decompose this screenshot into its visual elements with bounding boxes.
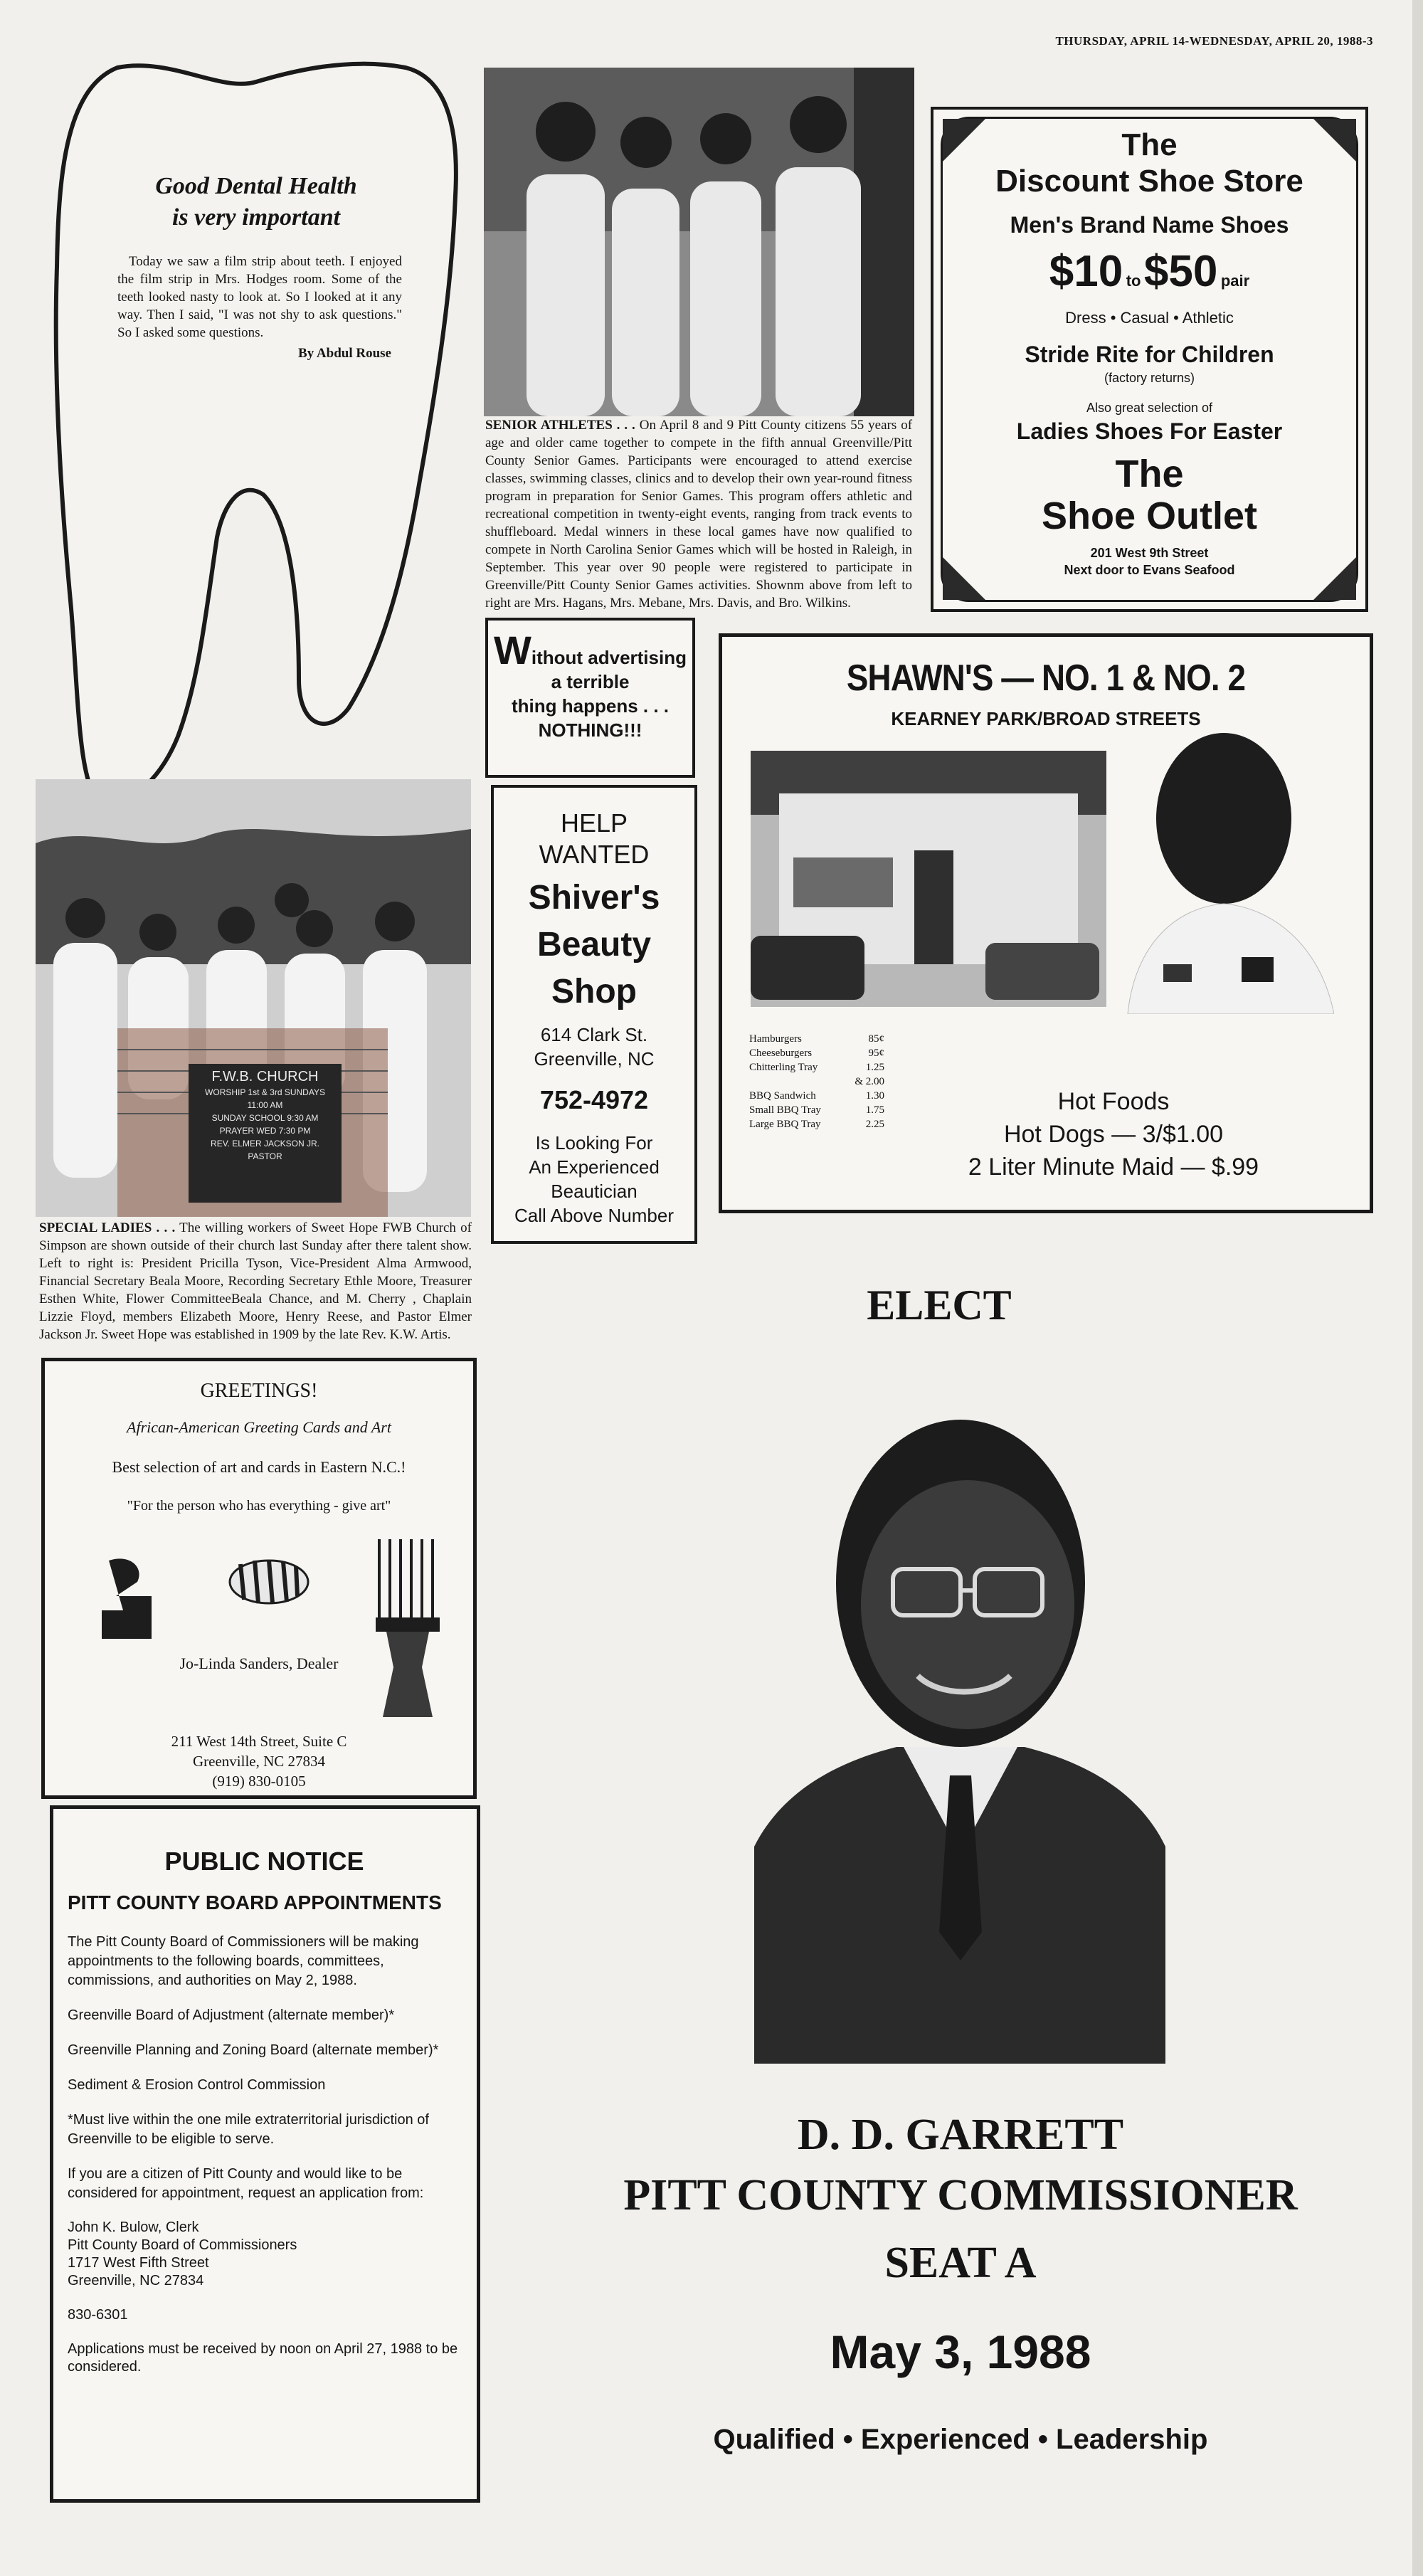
- shoe-ad-also: Also great selection of: [1086, 401, 1213, 415]
- candidate-slogan: Qualified • Experienced • Leadership: [713, 2424, 1208, 2455]
- shawns-menu: [749, 1032, 884, 1131]
- price-unit: pair: [1220, 272, 1250, 290]
- elect-heading: ELECT: [867, 1282, 1012, 1329]
- notice-phone: 830-6301: [68, 2307, 128, 2323]
- dental-title: [114, 171, 398, 233]
- notice-boards: [68, 2006, 461, 2095]
- price-high: $50: [1143, 247, 1218, 296]
- sign-line-4: SUNDAY SCHOOL 9:30 AM: [211, 1113, 319, 1123]
- notice-board-item: Greenville Planning and Zoning Board (alternate member)*: [68, 2042, 439, 2058]
- menu-item-name: Small BBQ Tray: [749, 1104, 821, 1116]
- price-low: $10: [1049, 247, 1123, 296]
- greetings-phone: (919) 830-0105: [212, 1773, 306, 1790]
- menu-item-price: 85¢: [868, 1033, 884, 1045]
- storefront-shapes: [751, 751, 1106, 1007]
- public-notice: [50, 1805, 480, 2503]
- special-ladies-text: The willing workers of Sweet Hope FWB Church of Simpson are shown outside of their church last Sunday after there talent show. Left to right is: President Pricilla Tyson, Vice-President Alma Armwood, Financial Secretary Beala Moore, Recording Secretary Ethle Moore, Treasurer Esthen White, Flower CommitteeBeala Chance, and M. Cherry , Chaplain Lizzie Floyd, members Elizabeth Moore, Henry Reese, and Pastor Elmer Jackson Jr. Sweet Hope was established in 1909 by the late Rev. K.W. Artis.: [39, 1220, 472, 1342]
- advertising-box: [485, 618, 695, 778]
- shawns-title: SHAWN'S — NO. 1 & NO. 2: [846, 658, 1246, 699]
- greetings-ad: [41, 1358, 477, 1799]
- sign-line-6: REV. ELMER JACKSON JR.: [211, 1139, 319, 1149]
- dental-byline: By Abdul Rouse: [298, 346, 391, 361]
- comb-sculpture-icon: [372, 1539, 443, 1724]
- menu-item-name: Large BBQ Tray: [749, 1119, 821, 1130]
- notice-contact-line: Greenville, NC 27834: [68, 2273, 204, 2289]
- page-edge: [1412, 0, 1423, 2576]
- shop-street: 614 Clark St.: [540, 1024, 648, 1045]
- notice-contact-line: John K. Bulow, Clerk: [68, 2219, 199, 2235]
- shop-name-3: Shop: [551, 973, 637, 1010]
- shoe-ad-outlet-name: Shoe Outlet: [1041, 495, 1257, 537]
- menu-item: [749, 1075, 884, 1089]
- shoe-ad-store-name: Discount Shoe Store: [995, 164, 1303, 199]
- notice-footnote: *Must live within the one mile extraterritorial jurisdiction of Greenville to be eligible to serve.: [68, 2112, 429, 2147]
- notice-contact: [68, 2219, 461, 2290]
- shawns-specials: [872, 1085, 1355, 1183]
- menu-item: [749, 1032, 884, 1046]
- shoe-ad-stride: Stride Rite for Children: [1025, 342, 1274, 367]
- wanted-line: WANTED: [539, 840, 650, 869]
- church-ladies-photo: [36, 779, 471, 1217]
- shoe-ad-next-door: Next door to Evans Seafood: [1064, 563, 1235, 577]
- shawns-location: KEARNEY PARK/BROAD STREETS: [891, 708, 1201, 729]
- menu-item: [749, 1046, 884, 1060]
- shoe-ad-mens: Men's Brand Name Shoes: [1010, 212, 1289, 238]
- notice-board-item: Sediment & Erosion Control Commission: [68, 2077, 326, 2093]
- special-ladies-caption: [39, 1219, 472, 1344]
- shoe-ad-the: The: [1121, 127, 1178, 162]
- senior-athletes-figures: [484, 68, 914, 416]
- notice-subtitle: PITT COUNTY BOARD APPOINTMENTS: [68, 1891, 442, 1913]
- candidate-seat: SEAT A: [884, 2239, 1037, 2287]
- greetings-title: GREETINGS!: [200, 1380, 318, 1402]
- dental-title-line2: is very important: [171, 204, 341, 231]
- menu-item-price: & 2.00: [855, 1076, 884, 1087]
- candidate-office: PITT COUNTY COMMISSIONER: [623, 2171, 1298, 2219]
- menu-item-price: 1.25: [865, 1062, 884, 1073]
- greetings-line1: Best selection of art and cards in Eastern N.C.!: [112, 1458, 406, 1476]
- greetings-address2: Greenville, NC 27834: [192, 1753, 326, 1770]
- price-to: to: [1126, 272, 1141, 290]
- call-line: Call Above Number: [514, 1205, 674, 1226]
- shop-city: Greenville, NC: [534, 1048, 655, 1070]
- menu-item-price: 95¢: [868, 1047, 884, 1059]
- notice-title: PUBLIC NOTICE: [164, 1847, 364, 1876]
- advertising-line4: NOTHING!!!: [538, 719, 642, 741]
- menu-item-name: Hamburgers: [749, 1033, 802, 1045]
- advertising-line2: a terrible: [551, 671, 630, 692]
- shop-name-2: Beauty: [536, 926, 652, 964]
- menu-item-name: Chitterling Tray: [749, 1062, 818, 1073]
- dental-title-line1: Good Dental Health: [155, 173, 357, 199]
- menu-item-name: Cheeseburgers: [749, 1047, 813, 1059]
- advertising-line1: ithout advertising: [531, 647, 687, 668]
- looking-1: Is Looking For: [535, 1132, 653, 1154]
- notice-board-item: Greenville Board of Adjustment (alternate member)*: [68, 2007, 395, 2023]
- menu-item: [749, 1089, 884, 1103]
- shop-name-1: Shiver's: [528, 879, 660, 917]
- menu-item: [749, 1060, 884, 1075]
- greetings-subtitle: African-American Greeting Cards and Art: [127, 1418, 391, 1436]
- candidate-portrait: [754, 1391, 1165, 2064]
- advertising-line3: thing happens . . .: [512, 695, 669, 717]
- dateline: THURSDAY, APRIL 14-WEDNESDAY, APRIL 20, 1988-3: [1055, 34, 1373, 48]
- senior-athletes-text: On April 8 and 9 Pitt County citizens 55 years of age and older came together to compete in the fifth annual Greenville/Pitt County Senior Games. Participants were encouraged to attend exercise classes, swimming classes, clinics and to develop their own year-round fitness program in preparation for Senior Games. This program offers athletic and recreational competition in twenty-eight events, ranging from track events to shuffleboard. Medal winners in these local games have now qualified to compete in North Carolina Senior Games which will be hosted in Raleigh, in September. This year over 90 people were registered to participate in Greenville/Pitt County Senior Games activities. Shownm above from left to right are Mrs. Hagans, Mrs. Mebane, Mrs. Davis, and Bro. Wilkins.: [485, 418, 913, 611]
- shoe-ad-price: [933, 247, 1365, 308]
- menu-item-name: BBQ Sandwich: [749, 1090, 816, 1102]
- dental-body: Today we saw a film strip about teeth. I enjoyed the film strip in Mrs. Hodges room. Some of the teeth looked nasty to look at. So I looked at it any way. Then I said, "I was not shy to ask questions." So I asked some questions.: [117, 254, 402, 340]
- hot-dogs: Hot Dogs — 3/$1.00: [1003, 1121, 1224, 1148]
- shoe-ad-factory: (factory returns): [1104, 371, 1195, 385]
- sign-line-5: PRAYER WED 7:30 PM: [219, 1126, 311, 1136]
- greetings-line2: "For the person who has everything - give art": [127, 1498, 391, 1514]
- election-date: May 3, 1988: [830, 2326, 1091, 2378]
- senior-athletes-photo: [484, 68, 914, 416]
- notice-contact-line: Pitt County Board of Commissioners: [68, 2237, 297, 2253]
- shawns-portrait-photo: [1106, 729, 1334, 1014]
- zebra-art-icon: [226, 1553, 312, 1610]
- sign-line-7: PASTOR: [248, 1151, 282, 1161]
- sign-line-1: F.W.B. CHURCH: [211, 1069, 319, 1084]
- shoe-ad-outlet-the: The: [1115, 453, 1184, 495]
- shoe-ad-address: 201 West 9th Street: [1090, 546, 1209, 560]
- church-sign: [192, 1067, 338, 1163]
- senior-athletes-caption: [485, 416, 912, 612]
- bird-art-icon: [95, 1553, 162, 1646]
- notice-deadline: Applications must be received by noon on April 27, 1988 to be considered.: [68, 2341, 458, 2375]
- greetings-dealer: Jo-Linda Sanders, Dealer: [179, 1654, 339, 1672]
- candidate-name: D. D. GARRETT: [797, 2111, 1124, 2159]
- help-line: HELP: [560, 808, 628, 838]
- sign-line-3: 11:00 AM: [247, 1100, 283, 1110]
- notice-intro: The Pitt County Board of Commissioners will be making appointments to the following boards, committees, commissions, and authorities on May 2, 1988.: [68, 1934, 419, 1988]
- shoe-ad-styles: Dress • Casual • Athletic: [1065, 309, 1234, 327]
- help-wanted-box: [491, 785, 697, 1244]
- greetings-address1: 211 West 14th Street, Suite C: [171, 1733, 347, 1750]
- hot-foods: Hot Foods: [1057, 1088, 1170, 1115]
- menu-item: [749, 1103, 884, 1117]
- menu-item-price: 2.25: [865, 1119, 884, 1130]
- looking-2: An Experienced: [529, 1156, 660, 1178]
- shoe-ad: [931, 107, 1368, 612]
- shoe-ad-ladies: Ladies Shoes For Easter: [1016, 418, 1283, 444]
- notice-contact-line: 1717 West Fifth Street: [68, 2255, 209, 2271]
- minute-maid: 2 Liter Minute Maid — $.99: [968, 1154, 1259, 1181]
- menu-item-price: 1.75: [865, 1104, 884, 1116]
- portrait-shapes: [1106, 729, 1334, 1014]
- shawns-ad: [719, 633, 1373, 1213]
- candidate-portrait-shapes: [754, 1391, 1165, 2064]
- tooth-outline: [50, 53, 462, 818]
- looking-3: Beautician: [551, 1181, 638, 1202]
- senior-athletes-lead: SENIOR ATHLETES . . .: [485, 418, 635, 433]
- menu-item: [749, 1117, 884, 1131]
- sign-line-2: WORSHIP 1st & 3rd SUNDAYS: [205, 1087, 325, 1097]
- menu-item-price: 1.30: [865, 1090, 884, 1102]
- shawns-storefront-photo: [751, 751, 1106, 1007]
- special-ladies-lead: SPECIAL LADIES . . .: [39, 1220, 176, 1235]
- shop-phone: 752-4972: [539, 1085, 649, 1114]
- notice-request: If you are a citizen of Pitt County and would like to be considered for appointment, request an application from:: [68, 2166, 424, 2201]
- advertising-drop-cap: W: [494, 628, 531, 672]
